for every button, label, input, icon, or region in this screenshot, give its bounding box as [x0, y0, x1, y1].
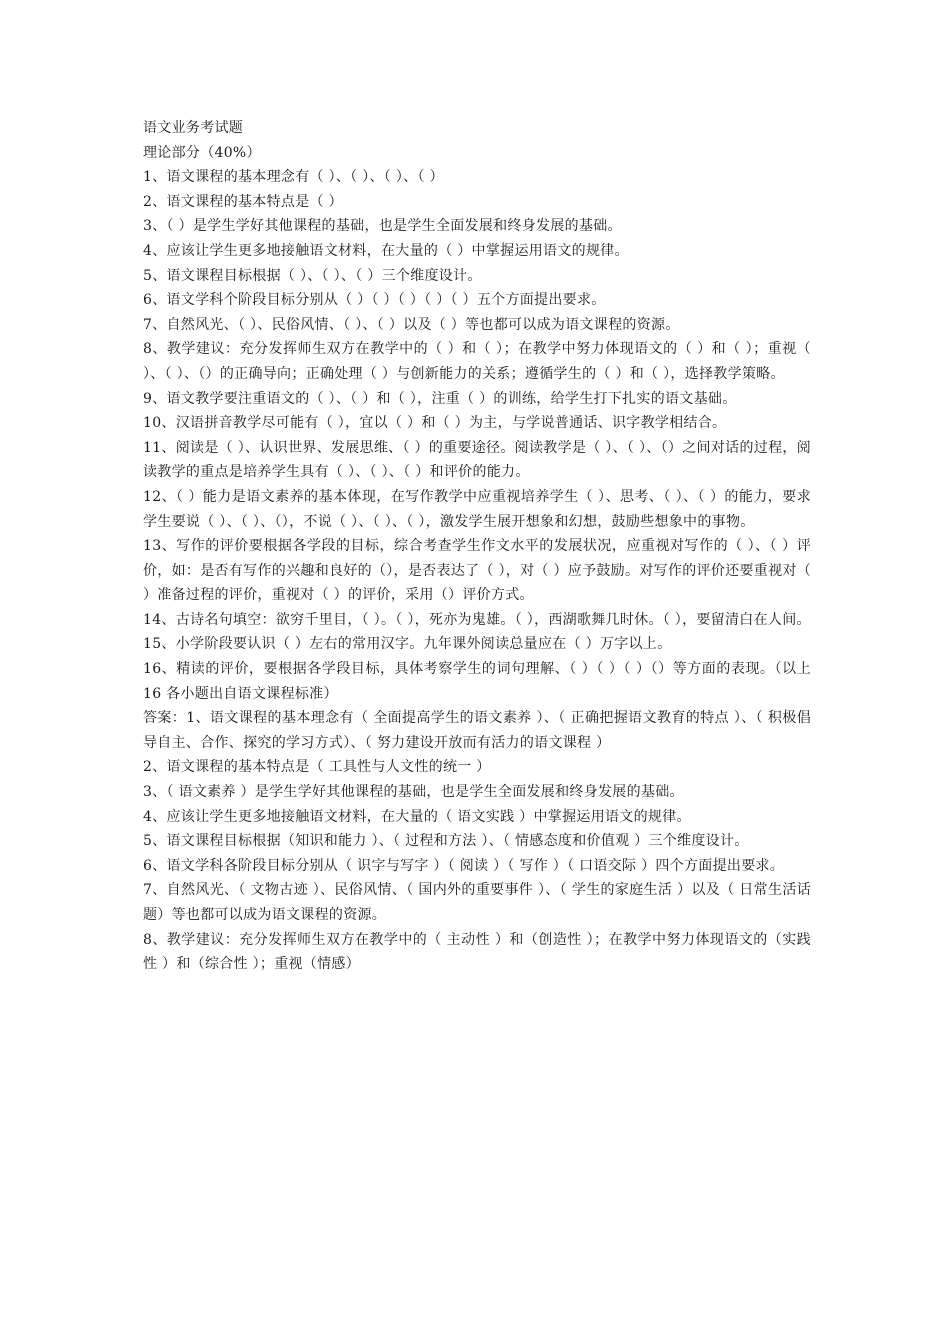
- answer-8: 8、教学建议：充分发挥师生双方在教学中的（ 主动性 ）和（创造性 ）；在教学中努力体现语文的（实践性 ）和（综合性 ）；重视（情感）: [143, 931, 811, 973]
- question-7: 7、自然风光、（ ）、民俗风情、（ ）、（ ）以及（ ）等也都可以成为语文课程的资源。: [143, 316, 680, 333]
- section-heading: 理论部分（40%）: [143, 144, 261, 161]
- question-9: 9、语文教学要注重语文的（ ）、（ ）和（ ），注重（ ）的训练，给学生打下扎实的语文基础。: [143, 390, 737, 407]
- answer-5: 5、语文课程目标根据（知识和能力 ）、（ 过程和方法 ）、（ 情感态度和价值观 ）三个维度设计。: [143, 833, 749, 850]
- document-page: [143, 116, 811, 977]
- answer-2: 2、语文课程的基本特点是（ 工具性与人文性的统一 ）: [143, 759, 491, 776]
- question-14: 14、古诗名句填空：欲穷千里目，（ ）。（ ），死亦为鬼雄。（ ），西湖歌舞几时休。（ ），要留清白在人间。: [143, 611, 811, 628]
- answer-4: 4、应该让学生更多地接触语文材料，在大量的（ 语文实践 ）中掌握运用语文的规律。: [143, 808, 691, 825]
- document-title: 语文业务考试题: [143, 120, 244, 136]
- question-5: 5、语文课程目标根据（ ）、（ ）、（ ）三个维度设计。: [143, 267, 482, 284]
- question-16: 16、精读的评价，要根据各学段目标，具体考察学生的词句理解、（ ）（ ）（ ）（）等方面的表现。（以上 16 各小题出自语文课程标准）: [143, 661, 811, 702]
- question-12: 12、（ ）能力是语文素养的基本体现，在写作教学中应重视培养学生（ ）、思考、（ ）、（ ）的能力，要求学生要说（ ）、（ ）、（），不说（ ）、（ ）、（ ），激发学生展开想象和幻想，鼓励些想象中的事物。: [143, 488, 811, 530]
- question-3: 3、（ ）是学生学好其他课程的基础，也是学生全面发展和终身发展的基础。: [143, 218, 622, 235]
- question-10: 10、汉语拼音教学尽可能有（ ），宜以（ ）和（ ）为主，与学说普通话、识字教学相结合。: [143, 415, 727, 432]
- question-8: 8、教学建议：充分发挥师生双方在教学中的（ ）和（ ）；在教学中努力体现语文的（ ）和（ ）；重视（ ）、（ ）、（）的正确导向；正确处理（ ）与创新能力的关系；遵循学生的（ ）和（ ），选择教学策略。: [143, 341, 811, 382]
- answer-7: 7、自然风光、（ 文物古迹 ）、民俗风情、（ 国内外的重要事件 ）、（ 学生的家庭生活 ）以及（ 日常生活话题）等也都可以成为语文课程的资源。: [143, 882, 811, 923]
- question-2: 2、语文课程的基本特点是（ ）: [143, 193, 343, 210]
- question-11: 11、阅读是（ ）、认识世界、发展思维、（ ）的重要途径。阅读教学是（ ）、（ ）、（）之间对话的过程，阅读教学的重点是培养学生具有（ ）、（ ）、（ ）和评价的能力。: [143, 439, 811, 481]
- answer-3: 3、（ 语文素养 ）是学生学好其他课程的基础，也是学生全面发展和终身发展的基础。: [143, 784, 684, 801]
- answer-1: 答案：1、语文课程的基本理念有（ 全面提高学生的语文素养 ）、（ 正确把握语文教育的特点 ）、（ 积极倡导自主、合作、探究的学习方式）、（ 努力建设开放而有活力的语文课程 ）: [143, 710, 811, 751]
- question-4: 4、应该让学生更多地接触语文材料，在大量的（ ）中掌握运用语文的规律。: [143, 242, 629, 259]
- answer-6: 6、语文学科各阶段目标分别从（ 识字与写字 ）（ 阅读 ）（ 写作 ）（ 口语交际 ）四个方面提出要求。: [143, 857, 785, 874]
- question-13: 13、写作的评价要根据各学段的目标，综合考查学生作文水平的发展状况，应重视对写作的（ ）、（ ）评价，如：是否有写作的兴趣和良好的（），是否表达了（ ），对（ ）应予鼓励。对写作的评价还要重视对（ ）准备过程的评价，重视对（ ）的评价，采用（）评价方式。: [143, 538, 811, 604]
- question-1: 1、语文课程的基本理念有（ ）、（ ）、（ ）、（ ）: [143, 169, 444, 186]
- question-6: 6、语文学科个阶段目标分别从（ ）（ ）（ ）（ ）（ ）五个方面提出要求。: [143, 292, 606, 309]
- question-15: 15、小学阶段要认识（ ）左右的常用汉字。九年课外阅读总量应在（ ）万字以上。: [143, 636, 672, 653]
